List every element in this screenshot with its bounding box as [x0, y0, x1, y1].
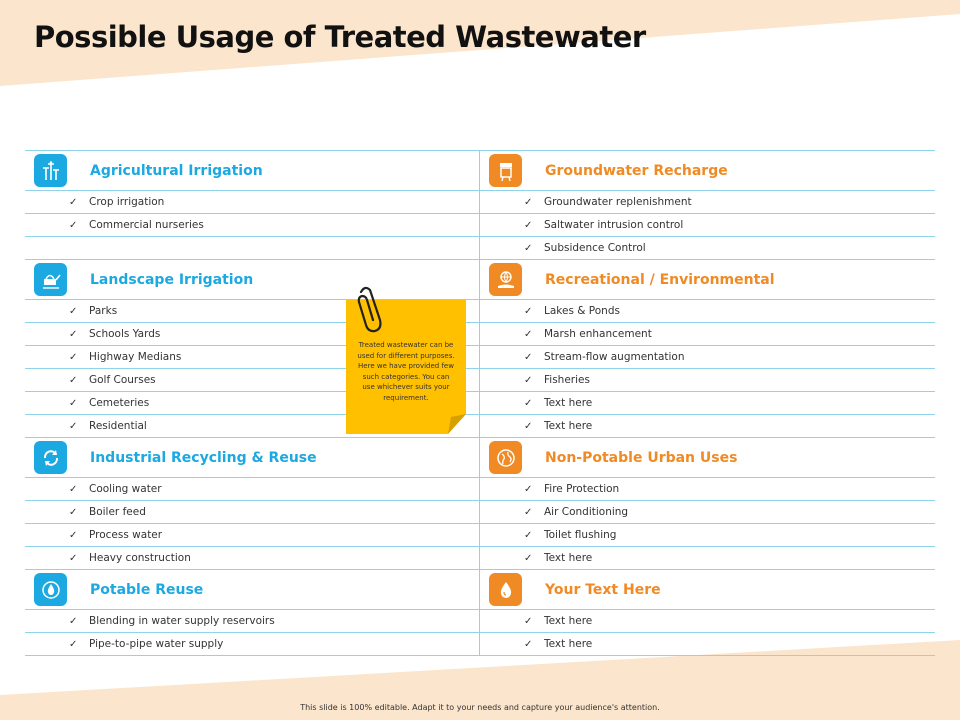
- item-text: Boiler feed: [89, 506, 146, 518]
- list-item: [25, 524, 479, 547]
- checkmark-icon: ✓: [69, 305, 78, 317]
- item-text: Highway Medians: [89, 351, 182, 363]
- item-text: Toilet flushing: [544, 529, 617, 541]
- checkmark-icon: ✓: [524, 374, 533, 386]
- watering-can-icon: [34, 263, 67, 296]
- list-item: [480, 415, 935, 438]
- item-text: Crop irrigation: [89, 196, 165, 208]
- footer-note: This slide is 100% editable. Adapt it to your needs and capture your audience's attention.: [300, 703, 660, 712]
- item-text: Fisheries: [544, 374, 590, 386]
- item-text: Text here: [544, 615, 593, 627]
- checkmark-icon: ✓: [524, 397, 533, 409]
- section-header: [480, 570, 935, 610]
- list-item: [480, 478, 935, 501]
- item-text: Commercial nurseries: [89, 219, 204, 231]
- item-text: Marsh enhancement: [544, 328, 652, 340]
- item-text: Process water: [89, 529, 163, 541]
- section-header: [25, 570, 479, 610]
- item-text: Saltwater intrusion control: [544, 219, 684, 231]
- list-item: [480, 501, 935, 524]
- checkmark-icon: ✓: [69, 219, 78, 231]
- checkmark-icon: ✓: [524, 506, 533, 518]
- right-column: [480, 150, 935, 656]
- item-text: Groundwater replenishment: [544, 196, 692, 208]
- section-industrial-recycling: [25, 438, 479, 570]
- section-header: [25, 260, 479, 300]
- item-text: Text here: [544, 552, 593, 564]
- item-text: Subsidence Control: [544, 242, 646, 254]
- list-item: [25, 610, 479, 633]
- checkmark-icon: ✓: [524, 529, 533, 541]
- list-item: [480, 369, 935, 392]
- section-title: Groundwater Recharge: [545, 162, 728, 179]
- checkmark-icon: ✓: [69, 420, 78, 432]
- checkmark-icon: ✓: [69, 552, 78, 564]
- checkmark-icon: ✓: [524, 242, 533, 254]
- list-item: [25, 547, 479, 570]
- item-text: Text here: [544, 638, 593, 650]
- checkmark-icon: ✓: [69, 506, 78, 518]
- item-text: Stream-flow augmentation: [544, 351, 685, 363]
- checkmark-icon: ✓: [69, 397, 78, 409]
- section-title: Your Text Here: [545, 581, 661, 598]
- checkmark-icon: ✓: [69, 638, 78, 650]
- water-drop-icon: [34, 573, 67, 606]
- sticky-note-fold: [448, 414, 466, 434]
- section-groundwater-recharge: [480, 151, 935, 260]
- checkmark-icon: ✓: [524, 351, 533, 363]
- section-title: Landscape Irrigation: [90, 271, 254, 288]
- section-title: Recreational / Environmental: [545, 271, 775, 288]
- irrigation-icon: [34, 154, 67, 187]
- section-title: Non-Potable Urban Uses: [545, 449, 738, 466]
- list-item: [480, 323, 935, 346]
- list-item: [25, 501, 479, 524]
- section-header: [25, 438, 479, 478]
- paperclip-icon: [352, 284, 384, 334]
- water-tank-icon: [489, 154, 522, 187]
- item-text: Fire Protection: [544, 483, 620, 495]
- checkmark-icon: ✓: [69, 351, 78, 363]
- item-text: Blending in water supply reservoirs: [89, 615, 275, 627]
- list-item: [25, 478, 479, 501]
- list-item: [25, 633, 479, 656]
- checkmark-icon: ✓: [524, 219, 533, 231]
- item-text: Cooling water: [89, 483, 162, 495]
- checkmark-icon: ✓: [524, 420, 533, 432]
- list-item: [480, 214, 935, 237]
- section-header: [480, 260, 935, 300]
- list-item: [480, 346, 935, 369]
- item-text: Pipe-to-pipe water supply: [89, 638, 224, 650]
- section-title: Potable Reuse: [90, 581, 204, 598]
- section-potable-reuse: [25, 570, 479, 656]
- list-item: [480, 237, 935, 260]
- checkmark-icon: ✓: [524, 615, 533, 627]
- section-title: Agricultural Irrigation: [90, 162, 263, 179]
- checkmark-icon: ✓: [69, 374, 78, 386]
- drop-icon: [489, 573, 522, 606]
- sticky-note-text: Treated wastewater can be used for different purposes. Here we have provided few such categories. You can use whichever suits your requirement.: [357, 341, 455, 402]
- section-non-potable-urban: [480, 438, 935, 570]
- item-text: Golf Courses: [89, 374, 156, 386]
- checkmark-icon: ✓: [69, 615, 78, 627]
- list-item: [480, 633, 935, 656]
- section-title: Industrial Recycling & Reuse: [90, 449, 317, 466]
- recycle-icon: [34, 441, 67, 474]
- globe-hand-icon: [489, 263, 522, 296]
- list-item: [480, 392, 935, 415]
- list-item: [480, 300, 935, 323]
- list-item: [480, 547, 935, 570]
- checkmark-icon: ✓: [524, 552, 533, 564]
- checkmark-icon: ✓: [69, 196, 78, 208]
- item-text: Parks: [89, 305, 118, 317]
- page-title: Possible Usage of Treated Wastewater: [34, 20, 646, 54]
- checkmark-icon: ✓: [524, 483, 533, 495]
- checkmark-icon: ✓: [524, 305, 533, 317]
- checkmark-icon: ✓: [69, 529, 78, 541]
- empty-row: [25, 237, 479, 260]
- earth-icon: [489, 441, 522, 474]
- list-item: [480, 524, 935, 547]
- checkmark-icon: ✓: [524, 638, 533, 650]
- checkmark-icon: ✓: [69, 328, 78, 340]
- item-text: Heavy construction: [89, 552, 191, 564]
- checkmark-icon: ✓: [524, 196, 533, 208]
- checkmark-icon: ✓: [524, 328, 533, 340]
- item-text: Air Conditioning: [544, 506, 629, 518]
- section-recreational-environmental: [480, 260, 935, 438]
- section-header: [25, 151, 479, 191]
- list-item: [25, 214, 479, 237]
- item-text: Residential: [89, 420, 147, 432]
- item-text: Text here: [544, 420, 593, 432]
- section-your-text-here: [480, 570, 935, 656]
- item-text: Cemeteries: [89, 397, 150, 409]
- item-text: Lakes & Ponds: [544, 305, 620, 317]
- checkmark-icon: ✓: [69, 483, 78, 495]
- item-text: Schools Yards: [89, 328, 161, 340]
- item-text: Text here: [544, 397, 593, 409]
- list-item: [480, 191, 935, 214]
- section-header: [480, 438, 935, 478]
- section-header: [480, 151, 935, 191]
- list-item: [480, 610, 935, 633]
- list-item: [25, 191, 479, 214]
- section-agricultural-irrigation: [25, 151, 479, 260]
